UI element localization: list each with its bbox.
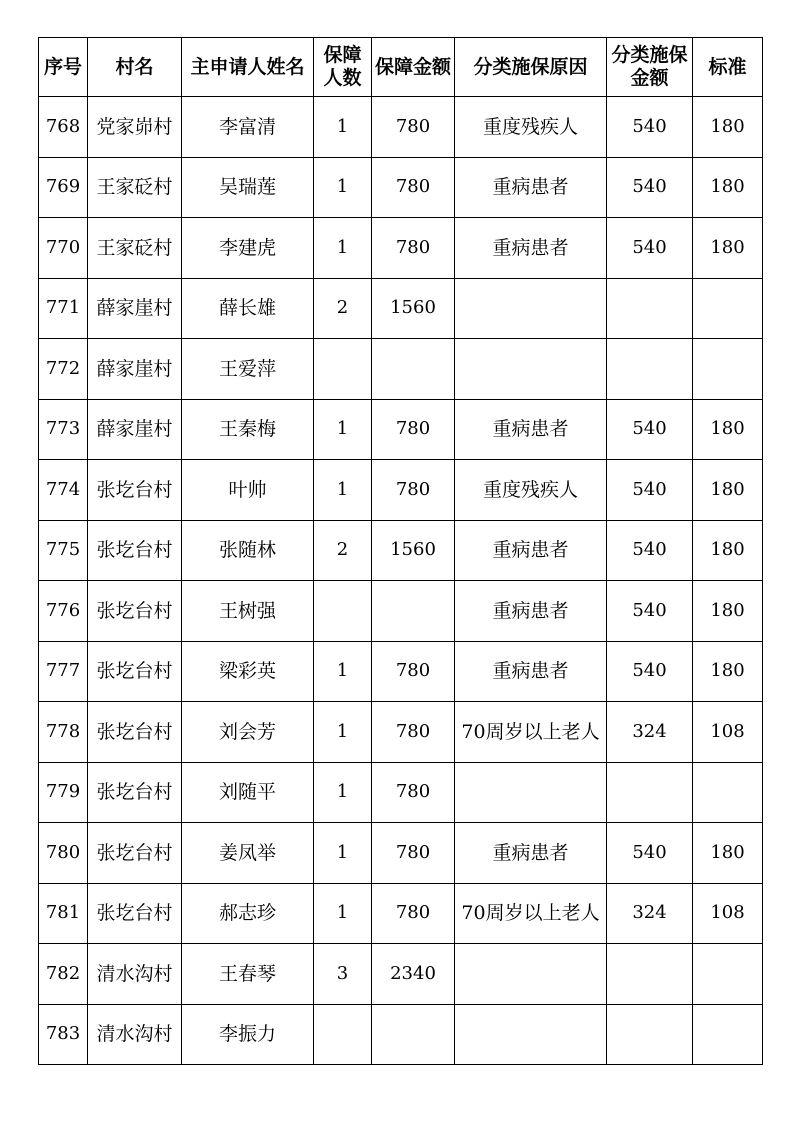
cell-standard: 180: [693, 520, 763, 581]
cell-people: 3: [314, 944, 372, 1005]
cell-reason: 重病患者: [455, 581, 607, 642]
cell-class-amount: 540: [607, 641, 693, 702]
cell-applicant: 王树强: [182, 581, 314, 642]
header-amount: 保障金额: [372, 38, 455, 97]
cell-standard: 180: [693, 641, 763, 702]
cell-class-amount: 540: [607, 399, 693, 460]
cell-applicant: 姜凤举: [182, 823, 314, 884]
header-village: 村名: [88, 38, 182, 97]
cell-standard: [693, 762, 763, 823]
cell-people: [314, 339, 372, 400]
table-row: [39, 762, 763, 823]
cell-seq: 778: [39, 702, 88, 763]
cell-applicant: 李富清: [182, 97, 314, 158]
cell-amount: 780: [372, 218, 455, 279]
table-body: [39, 97, 763, 1065]
cell-reason: 重病患者: [455, 520, 607, 581]
table-row: [39, 218, 763, 279]
cell-reason: 重病患者: [455, 823, 607, 884]
header-people: 保障人数: [314, 38, 372, 97]
table-row: [39, 460, 763, 521]
header-applicant: 主申请人姓名: [182, 38, 314, 97]
cell-standard: 180: [693, 460, 763, 521]
cell-applicant: 薛长雄: [182, 278, 314, 339]
cell-class-amount: [607, 278, 693, 339]
assistance-table: [38, 37, 763, 1065]
table-row: [39, 702, 763, 763]
cell-village: 王家砭村: [88, 157, 182, 218]
cell-class-amount: 540: [607, 157, 693, 218]
cell-standard: [693, 339, 763, 400]
cell-amount: 1560: [372, 520, 455, 581]
table-row: [39, 97, 763, 158]
cell-reason: [455, 762, 607, 823]
cell-class-amount: [607, 762, 693, 823]
cell-seq: 769: [39, 157, 88, 218]
cell-class-amount: 540: [607, 97, 693, 158]
cell-people: [314, 581, 372, 642]
cell-applicant: 刘随平: [182, 762, 314, 823]
cell-amount: 780: [372, 823, 455, 884]
header-class-amount: 分类施保金额: [607, 38, 693, 97]
cell-reason: 重度残疾人: [455, 460, 607, 521]
cell-village: 清水沟村: [88, 944, 182, 1005]
cell-people: 1: [314, 399, 372, 460]
cell-village: 张圪台村: [88, 702, 182, 763]
cell-amount: [372, 339, 455, 400]
header-standard: 标准: [693, 38, 763, 97]
table-row: [39, 641, 763, 702]
cell-reason: 70周岁以上老人: [455, 883, 607, 944]
table-row: [39, 399, 763, 460]
header-seq: 序号: [39, 38, 88, 97]
cell-village: 党家峁村: [88, 97, 182, 158]
cell-class-amount: [607, 1004, 693, 1065]
cell-seq: 783: [39, 1004, 88, 1065]
cell-people: [314, 1004, 372, 1065]
cell-reason: [455, 339, 607, 400]
cell-applicant: 吴瑞莲: [182, 157, 314, 218]
cell-standard: 180: [693, 157, 763, 218]
cell-standard: 180: [693, 399, 763, 460]
table-row: [39, 1004, 763, 1065]
cell-applicant: 李建虎: [182, 218, 314, 279]
cell-people: 1: [314, 218, 372, 279]
cell-class-amount: [607, 339, 693, 400]
cell-standard: 180: [693, 823, 763, 884]
cell-class-amount: 540: [607, 823, 693, 884]
cell-people: 1: [314, 641, 372, 702]
cell-seq: 770: [39, 218, 88, 279]
cell-standard: 180: [693, 218, 763, 279]
cell-seq: 777: [39, 641, 88, 702]
cell-reason: 70周岁以上老人: [455, 702, 607, 763]
cell-village: 张圪台村: [88, 581, 182, 642]
cell-standard: 180: [693, 97, 763, 158]
cell-reason: 重病患者: [455, 399, 607, 460]
cell-village: 薛家崖村: [88, 278, 182, 339]
cell-people: 1: [314, 460, 372, 521]
cell-class-amount: [607, 944, 693, 1005]
cell-class-amount: 540: [607, 581, 693, 642]
table-row: [39, 883, 763, 944]
cell-class-amount: 324: [607, 883, 693, 944]
cell-people: 1: [314, 157, 372, 218]
cell-village: 张圪台村: [88, 460, 182, 521]
cell-amount: 780: [372, 883, 455, 944]
cell-amount: 2340: [372, 944, 455, 1005]
cell-seq: 773: [39, 399, 88, 460]
cell-applicant: 张随林: [182, 520, 314, 581]
cell-reason: [455, 1004, 607, 1065]
cell-seq: 772: [39, 339, 88, 400]
cell-village: 薛家崖村: [88, 399, 182, 460]
cell-seq: 779: [39, 762, 88, 823]
table-row: [39, 520, 763, 581]
cell-people: 1: [314, 883, 372, 944]
cell-people: 1: [314, 823, 372, 884]
table-row: [39, 823, 763, 884]
table-row: [39, 157, 763, 218]
cell-seq: 782: [39, 944, 88, 1005]
cell-applicant: 王爱萍: [182, 339, 314, 400]
cell-seq: 781: [39, 883, 88, 944]
cell-applicant: 王春琴: [182, 944, 314, 1005]
cell-class-amount: 540: [607, 218, 693, 279]
cell-reason: 重病患者: [455, 641, 607, 702]
cell-village: 张圪台村: [88, 641, 182, 702]
cell-village: 王家砭村: [88, 218, 182, 279]
cell-amount: 780: [372, 399, 455, 460]
cell-people: 1: [314, 97, 372, 158]
cell-amount: 1560: [372, 278, 455, 339]
cell-amount: 780: [372, 97, 455, 158]
table-row: [39, 278, 763, 339]
cell-people: 1: [314, 702, 372, 763]
cell-amount: 780: [372, 157, 455, 218]
cell-village: 薛家崖村: [88, 339, 182, 400]
cell-seq: 775: [39, 520, 88, 581]
cell-standard: [693, 944, 763, 1005]
table-row: [39, 944, 763, 1005]
cell-seq: 776: [39, 581, 88, 642]
cell-standard: [693, 278, 763, 339]
cell-village: 张圪台村: [88, 823, 182, 884]
cell-class-amount: 540: [607, 460, 693, 521]
cell-reason: 重度残疾人: [455, 97, 607, 158]
header-reason: 分类施保原因: [455, 38, 607, 97]
cell-people: 2: [314, 520, 372, 581]
cell-class-amount: 324: [607, 702, 693, 763]
cell-reason: 重病患者: [455, 218, 607, 279]
cell-standard: 108: [693, 883, 763, 944]
cell-applicant: 王秦梅: [182, 399, 314, 460]
cell-seq: 780: [39, 823, 88, 884]
cell-applicant: 郝志珍: [182, 883, 314, 944]
cell-class-amount: 540: [607, 520, 693, 581]
cell-amount: [372, 1004, 455, 1065]
cell-seq: 771: [39, 278, 88, 339]
cell-applicant: 梁彩英: [182, 641, 314, 702]
cell-people: 1: [314, 762, 372, 823]
cell-seq: 768: [39, 97, 88, 158]
table-row: [39, 339, 763, 400]
cell-amount: 780: [372, 762, 455, 823]
table-row: [39, 581, 763, 642]
cell-seq: 774: [39, 460, 88, 521]
cell-standard: [693, 1004, 763, 1065]
cell-amount: 780: [372, 641, 455, 702]
cell-reason: [455, 278, 607, 339]
header-row: [39, 38, 763, 97]
cell-amount: [372, 581, 455, 642]
cell-reason: 重病患者: [455, 157, 607, 218]
cell-applicant: 李振力: [182, 1004, 314, 1065]
cell-village: 张圪台村: [88, 520, 182, 581]
cell-village: 清水沟村: [88, 1004, 182, 1065]
cell-village: 张圪台村: [88, 883, 182, 944]
cell-standard: 108: [693, 702, 763, 763]
cell-people: 2: [314, 278, 372, 339]
cell-applicant: 刘会芳: [182, 702, 314, 763]
cell-village: 张圪台村: [88, 762, 182, 823]
cell-amount: 780: [372, 460, 455, 521]
cell-standard: 180: [693, 581, 763, 642]
cell-amount: 780: [372, 702, 455, 763]
cell-reason: [455, 944, 607, 1005]
cell-applicant: 叶帅: [182, 460, 314, 521]
